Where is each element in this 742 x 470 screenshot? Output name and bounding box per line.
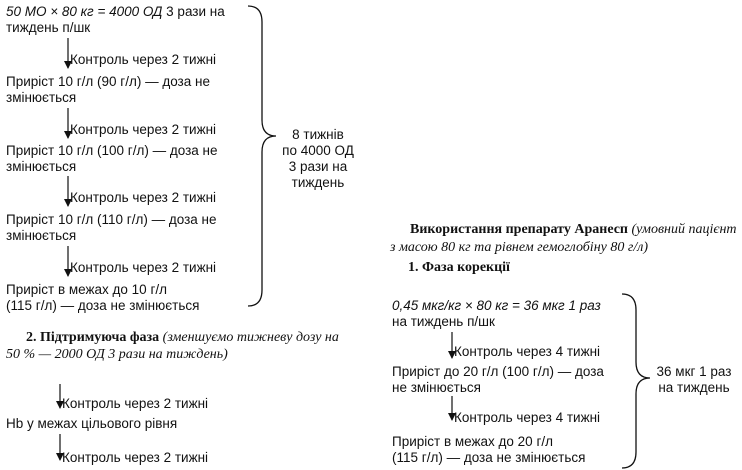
aranesp-phase: 1. Фаза корекції: [408, 260, 510, 275]
control-label-3: Контроль через 2 тижні: [70, 190, 217, 205]
control-label-2: Контроль через 2 тижні: [70, 122, 217, 137]
start-dose-line: [6, 4, 225, 20]
result-4-line1: Приріст в межах до 10 г/л: [6, 282, 167, 297]
right-brace-label-1: 36 мкг 1 раз: [656, 364, 732, 379]
maintenance-control-2: Контроль через 2 тижні: [62, 450, 209, 465]
aranesp-title-bold: Використання препарату Аранесп: [410, 222, 628, 237]
aranesp-result-1-line1: Приріст до 20 г/л (100 г/л) — доза: [392, 364, 604, 379]
maintenance-control-1: Контроль через 2 тижні: [62, 396, 209, 411]
aranesp-title-italic-2: з масою 80 кг та рівнем гемоглобіну 80 г/л): [390, 240, 648, 255]
aranesp-control-1: Контроль через 4 тижні: [454, 344, 601, 359]
maintenance-heading-italic-1: (зменшуємо тижневу дозу на: [162, 330, 339, 345]
start-dose-route: тиждень п/шк: [6, 20, 91, 35]
right-brace-label-2: на тиждень: [658, 380, 730, 395]
left-brace-label-4: тиждень: [291, 175, 345, 190]
left-brace: [248, 6, 276, 306]
left-brace-label-3: 3 рази на: [288, 159, 348, 174]
maintenance-target: Hb у межах цільового рівня: [6, 416, 178, 431]
aranesp-result-2-line1: Приріст в межах до 20 г/л: [392, 434, 553, 449]
aranesp-title-italic-1: (умовний пацієнт: [627, 222, 737, 237]
maintenance-heading-bold: 2. Підтримуюча фаза: [26, 330, 160, 345]
control-label-1: Контроль через 2 тижні: [70, 52, 217, 67]
result-3-line2: змінюється: [6, 228, 77, 243]
aranesp-result-1-line2: не змінюється: [392, 380, 481, 395]
result-2-line1: Приріст 10 г/л (100 г/л) — доза не: [6, 143, 218, 158]
result-1-line2: змінюється: [6, 90, 77, 105]
control-label-4: Контроль через 2 тижні: [70, 260, 217, 275]
result-4-line2: (115 г/л) — доза не змінюється: [6, 298, 200, 313]
aranesp-start-line1: 0,45 мкг/кг × 80 кг = 36 мкг 1 раз: [392, 298, 601, 313]
right-brace: [622, 294, 650, 468]
result-1-line1: Приріст 10 г/л (90 г/л) — доза не: [6, 74, 210, 89]
left-brace-label-1: 8 тижнів: [292, 127, 344, 142]
maintenance-heading: [26, 330, 339, 346]
start-dose-frequency: 3 рази на: [162, 4, 225, 19]
result-3-line1: Приріст 10 г/л (110 г/л) — доза не: [6, 212, 217, 227]
left-brace-label-2: по 4000 ОД: [282, 143, 354, 158]
start-dose-formula: 50 МО × 80 кг = 4000 ОД: [6, 4, 163, 19]
aranesp-control-2: Контроль через 4 тижні: [454, 410, 601, 425]
aranesp-result-2-line2: (115 г/л) — доза не змінюється: [392, 450, 586, 465]
maintenance-heading-italic-2: 50 % — 2000 ОД 3 рази на тиждень): [6, 347, 228, 362]
result-2-line2: змінюється: [6, 159, 77, 174]
aranesp-start-line2: на тиждень п/шк: [392, 314, 495, 329]
aranesp-title: [410, 222, 737, 238]
